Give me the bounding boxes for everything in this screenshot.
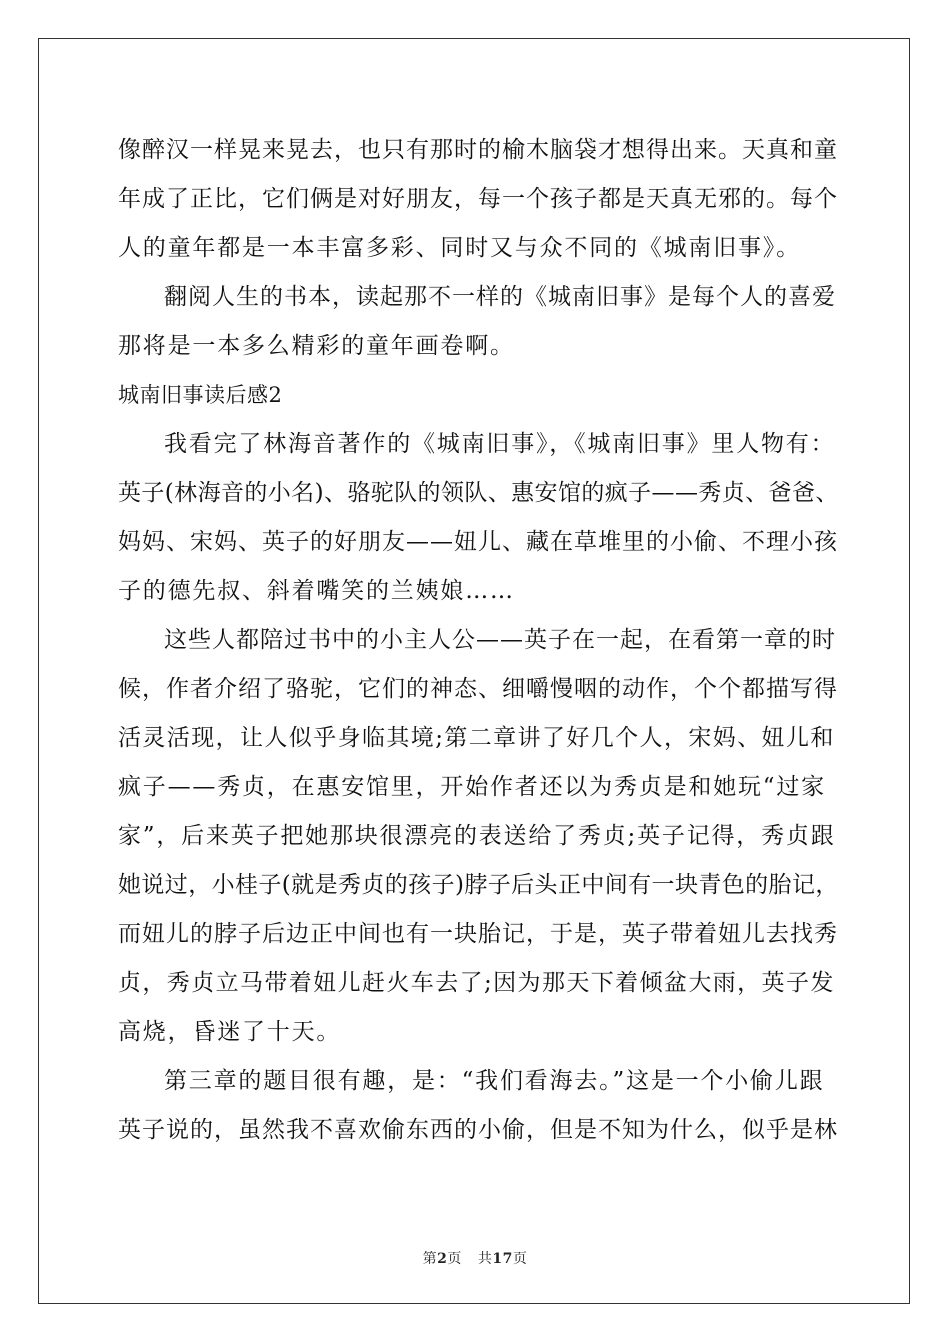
total-suffix: 页 (512, 1251, 528, 1267)
text-line: 高烧，昏迷了十天。 (118, 1019, 342, 1045)
page-prefix: 第 (422, 1251, 438, 1267)
text-line: 英子说的，虽然我不喜欢偷东西的小偷，但是不知为什么，似乎是林 (118, 1117, 838, 1143)
text-line: 像醉汉一样晃来晃去，也只有那时的榆木脑袋才想得出来。天真和童 (118, 137, 838, 163)
text-line: 子的德先叔、斜着嘴笑的兰姨娘…… (118, 578, 515, 604)
page-total: 17 (492, 1251, 513, 1267)
text-line: 英子(林海音的小名)、骆驼队的领队、惠安馆的疯子——秀贞、爸爸、 (118, 480, 839, 506)
text-line: 她说过，小桂子(就是秀贞的孩子)脖子后头正中间有一块青色的胎记， (118, 872, 839, 898)
text-line: 家”，后来英子把她那块很漂亮的表送给了秀贞;英子记得，秀贞跟 (118, 823, 836, 849)
total-prefix: 共 (477, 1251, 493, 1267)
section-heading: 城南旧事读后感2 (118, 383, 283, 407)
page-footer (0, 1248, 950, 1268)
text-line: 疯子——秀贞，在惠安馆里，开始作者还以为秀贞是和她玩“过家 (118, 774, 826, 800)
text-line: 那将是一本多么精彩的童年画卷啊。 (118, 333, 515, 359)
text-line: 活灵活现，让人似乎身临其境;第二章讲了好几个人，宋妈、妞儿和 (118, 725, 835, 751)
page-suffix: 页 (447, 1251, 462, 1267)
text-line: 贞，秀贞立马带着妞儿赶火车去了;因为那天下着倾盆大雨，英子发 (118, 970, 835, 996)
paragraph-start-line: 这些人都陪过书中的小主人公——英子在一起，在看第一章的时 (164, 627, 836, 653)
text-line: 而妞儿的脖子后边正中间也有一块胎记，于是，英子带着妞儿去找秀 (118, 921, 838, 947)
paragraph-start-line: 翻阅人生的书本，读起那不一样的《城南旧事》是每个人的喜爱 (164, 284, 836, 310)
text-line: 妈妈、宋妈、英子的好朋友——妞儿、藏在草堆里的小偷、不理小孩 (118, 529, 838, 555)
document-body (118, 126, 838, 1155)
page-current: 2 (437, 1251, 448, 1267)
text-line: 人的童年都是一本丰富多彩、同时又与众不同的《城南旧事》。 (118, 235, 801, 261)
paragraph-start-line: 我看完了林海音著作的《城南旧事》，《城南旧事》里人物有： (164, 431, 836, 457)
paragraph-start-line: 第三章的题目很有趣，是：“我们看海去。”这是一个小偷儿跟 (164, 1068, 825, 1094)
text-line: 候，作者介绍了骆驼，它们的神态、细嚼慢咽的动作，个个都描写得 (118, 676, 838, 702)
text-line: 年成了正比，它们俩是对好朋友，每一个孩子都是天真无邪的。每个 (118, 186, 838, 212)
